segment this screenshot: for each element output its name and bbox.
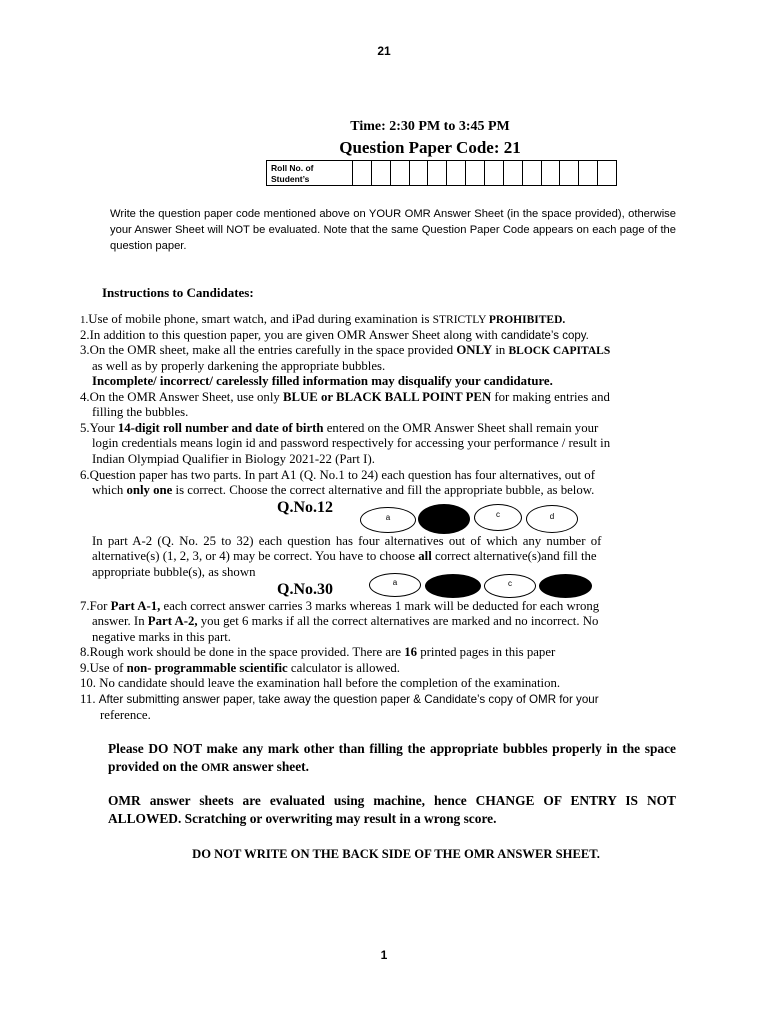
- page-number: 1: [380, 948, 388, 962]
- top-page-code: 21: [377, 44, 391, 58]
- instruction-3-warning: Incomplete/ incorrect/ carelessly filled information may disqualify your candidature.: [92, 374, 553, 388]
- q12-bubble-d: d: [526, 505, 578, 533]
- roll-cell[interactable]: [466, 161, 485, 185]
- roll-cell[interactable]: [353, 161, 372, 185]
- roll-number-box: [266, 160, 617, 186]
- roll-cell[interactable]: [485, 161, 504, 185]
- instruction-8: 8.Rough work should be done in the space provided. There are 16 printed pages in this paper: [80, 645, 556, 659]
- roll-cell[interactable]: [598, 161, 616, 185]
- instructions-title: Instructions to Candidates:: [102, 285, 254, 300]
- back-side-warning: DO NOT WRITE ON THE BACK SIDE OF THE OMR ANSWER SHEET.: [192, 847, 600, 861]
- question-paper-code: Question Paper Code: 21: [339, 138, 521, 157]
- instruction-7-line-3: negative marks in this part.: [92, 630, 231, 644]
- instruction-7: 7.For Part A-1, each correct answer carries 3 marks whereas 1 mark will be deducted for each wrong: [80, 599, 600, 613]
- q30-example-label: Q.No.30: [277, 581, 333, 598]
- q30-bubble-c: c: [484, 574, 536, 598]
- instruction-4-line-2: filling the bubbles.: [92, 405, 189, 419]
- roll-cell[interactable]: [428, 161, 447, 185]
- roll-cell[interactable]: [447, 161, 466, 185]
- roll-cell[interactable]: [410, 161, 429, 185]
- roll-cell[interactable]: [542, 161, 561, 185]
- instruction-6-line-2: which only one is correct. Choose the correct alternative and fill the appropriate bubble, as below.: [92, 483, 595, 497]
- part-a2-line-3: appropriate bubble(s), as shown: [92, 565, 256, 579]
- instruction-11-line-2: reference.: [100, 708, 151, 722]
- instruction-11: 11. After submitting answer paper, take away the question paper & Candidate’s copy of OMR for your: [80, 692, 599, 706]
- bubble-warning: Please DO NOT make any mark other than filling the appropriate bubbles properly in the space provided on the OMR answer sheet.: [108, 741, 676, 774]
- part-a2-line-1: In part A-2 (Q. No. 25 to 32) each question has four alternatives out of which any number of: [92, 534, 602, 548]
- roll-cell[interactable]: [504, 161, 523, 185]
- roll-cell[interactable]: [372, 161, 391, 185]
- roll-cell[interactable]: [391, 161, 410, 185]
- instruction-2: 2.In addition to this question paper, you are given OMR Answer Sheet along with candidate’s copy.: [80, 328, 589, 342]
- q12-bubble-b-filled: [418, 504, 470, 534]
- machine-evaluation-warning: OMR answer sheets are evaluated using machine, hence CHANGE OF ENTRY IS NOT ALLOWED. Scratching or overwriting may result in a wrong score.: [108, 793, 676, 826]
- q12-bubble-c: c: [474, 504, 522, 531]
- q12-example-label: Q.No.12: [277, 499, 333, 516]
- instruction-5: 5.Your 14-digit roll number and date of birth entered on the OMR Answer Sheet shall remain your: [80, 421, 599, 435]
- q30-bubble-d-filled: [539, 574, 592, 598]
- q30-bubble-a: a: [369, 573, 421, 597]
- paper-code-note: Write the question paper code mentioned above on YOUR OMR Answer Sheet (in the space provided), otherwise your Answer Sheet will NOT be evaluated. Note that the same Question Paper Code appears on each page of the question paper.: [110, 208, 676, 252]
- instruction-4: 4.On the OMR Answer Sheet, use only BLUE or BLACK BALL POINT PEN for making entries and: [80, 390, 610, 404]
- instruction-5-line-3: Indian Olympiad Qualifier in Biology 2021-22 (Part I).: [92, 452, 375, 466]
- roll-number-label: Roll No. of Student’s: [267, 161, 353, 185]
- q12-bubble-a: a: [360, 507, 416, 533]
- instruction-5-line-2: login credentials means login id and password respectively for accessing your performance / result in: [92, 436, 611, 450]
- roll-cell[interactable]: [523, 161, 542, 185]
- roll-cell[interactable]: [560, 161, 579, 185]
- instruction-10: 10. No candidate should leave the examination hall before the completion of the examination.: [80, 676, 561, 690]
- instruction-3: 3.On the OMR sheet, make all the entries carefully in the space provided ONLY in BLOCK CAPITALS: [80, 343, 611, 357]
- instruction-1: 1.Use of mobile phone, smart watch, and iPad during examination is STRICTLY PROHIBITED.: [80, 312, 566, 326]
- roll-cell[interactable]: [579, 161, 598, 185]
- instruction-9: 9.Use of non- programmable scientific calculator is allowed.: [80, 661, 401, 675]
- part-a2-line-2: alternative(s) (1, 2, 3, or 4) may be correct. You have to choose all correct alternative(s)and fill the: [92, 549, 597, 563]
- instruction-6: 6.Question paper has two parts. In part A1 (Q. No.1 to 24) each question has four alternatives, out of: [80, 468, 595, 482]
- instruction-3-line-2: as well as by properly darkening the appropriate bubbles.: [92, 359, 386, 373]
- q30-bubble-b-filled: [425, 574, 481, 598]
- exam-time: Time: 2:30 PM to 3:45 PM: [350, 119, 510, 134]
- instruction-7-line-2: answer. In Part A-2, you get 6 marks if all the correct alternatives are marked and no incorrect. No: [92, 614, 599, 628]
